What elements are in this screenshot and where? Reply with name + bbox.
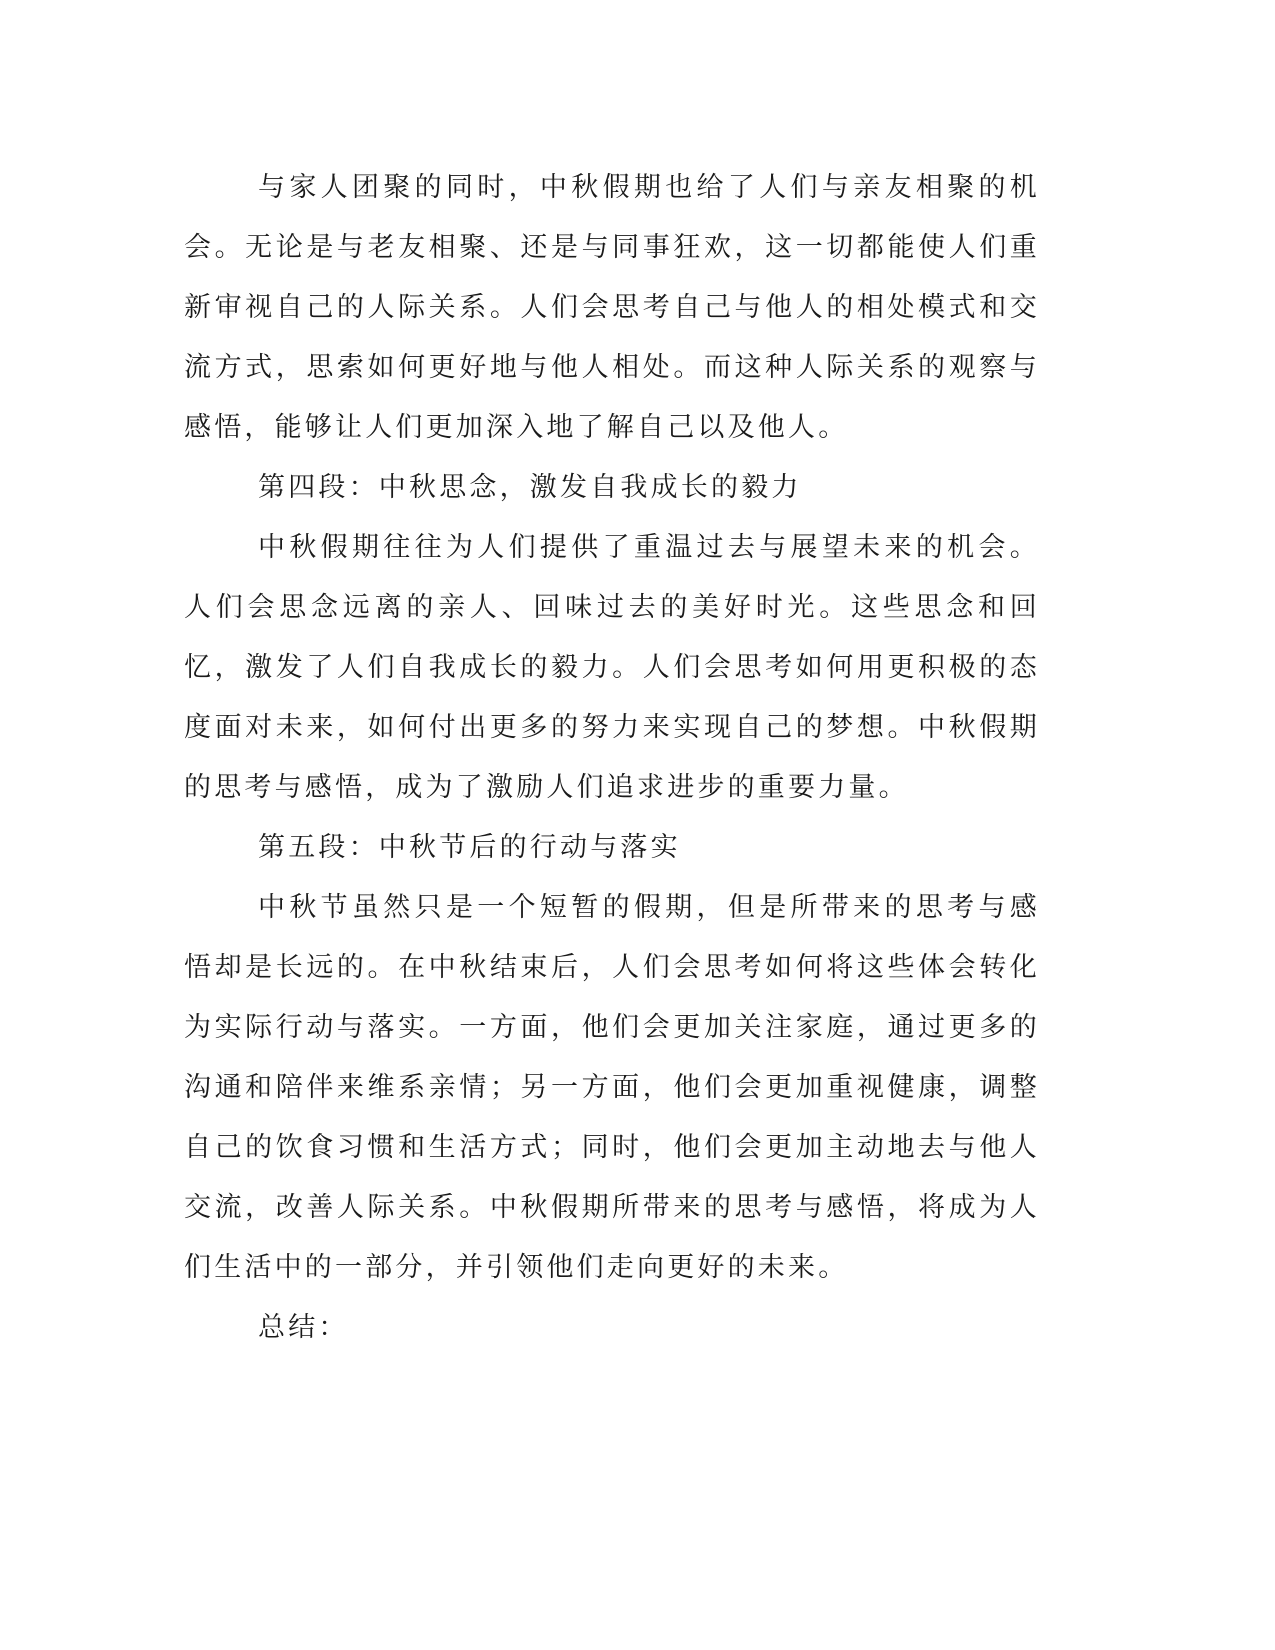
section-heading-four: 第四段：中秋思念，激发自我成长的毅力 <box>258 472 802 503</box>
section-heading-five: 第五段：中秋节后的行动与落实 <box>258 832 681 863</box>
paragraph-action: 中秋节虽然只是一个短暂的假期，但是所带来的思考与感悟却是长远的。在中秋结束后，人们会思考如何将这些体会转化为实际行动与落实。一方面，他们会更加关注家庭，通过更多的沟通和陪伴来维系亲情；另一方面，他们会更加重视健康，调整自己的饮食习惯和生活方式；同时，他们会更加主动地去与他人交流，改善人际关系。中秋假期所带来的思考与感悟，将成为人们生活中的一部分，并引领他们走向更好的未来。 <box>184 892 1040 1283</box>
summary-heading: 总结： <box>258 1312 349 1343</box>
text-column <box>184 158 1040 1358</box>
paragraph-social-relations: 与家人团聚的同时，中秋假期也给了人们与亲友相聚的机会。无论是与老友相聚、还是与同事狂欢，这一切都能使人们重新审视自己的人际关系。人们会思考自己与他人的相处模式和交流方式，思索如何更好地与他人相处。而这种人际关系的观察与感悟，能够让人们更加深入地了解自己以及他人。 <box>184 172 1040 443</box>
paragraph-self-growth: 中秋假期往往为人们提供了重温过去与展望未来的机会。人们会思念远离的亲人、回味过去的美好时光。这些思念和回忆，激发了人们自我成长的毅力。人们会思考如何用更积极的态度面对未来，如何付出更多的努力来实现自己的梦想。中秋假期的思考与感悟，成为了激励人们追求进步的重要力量。 <box>184 532 1040 803</box>
